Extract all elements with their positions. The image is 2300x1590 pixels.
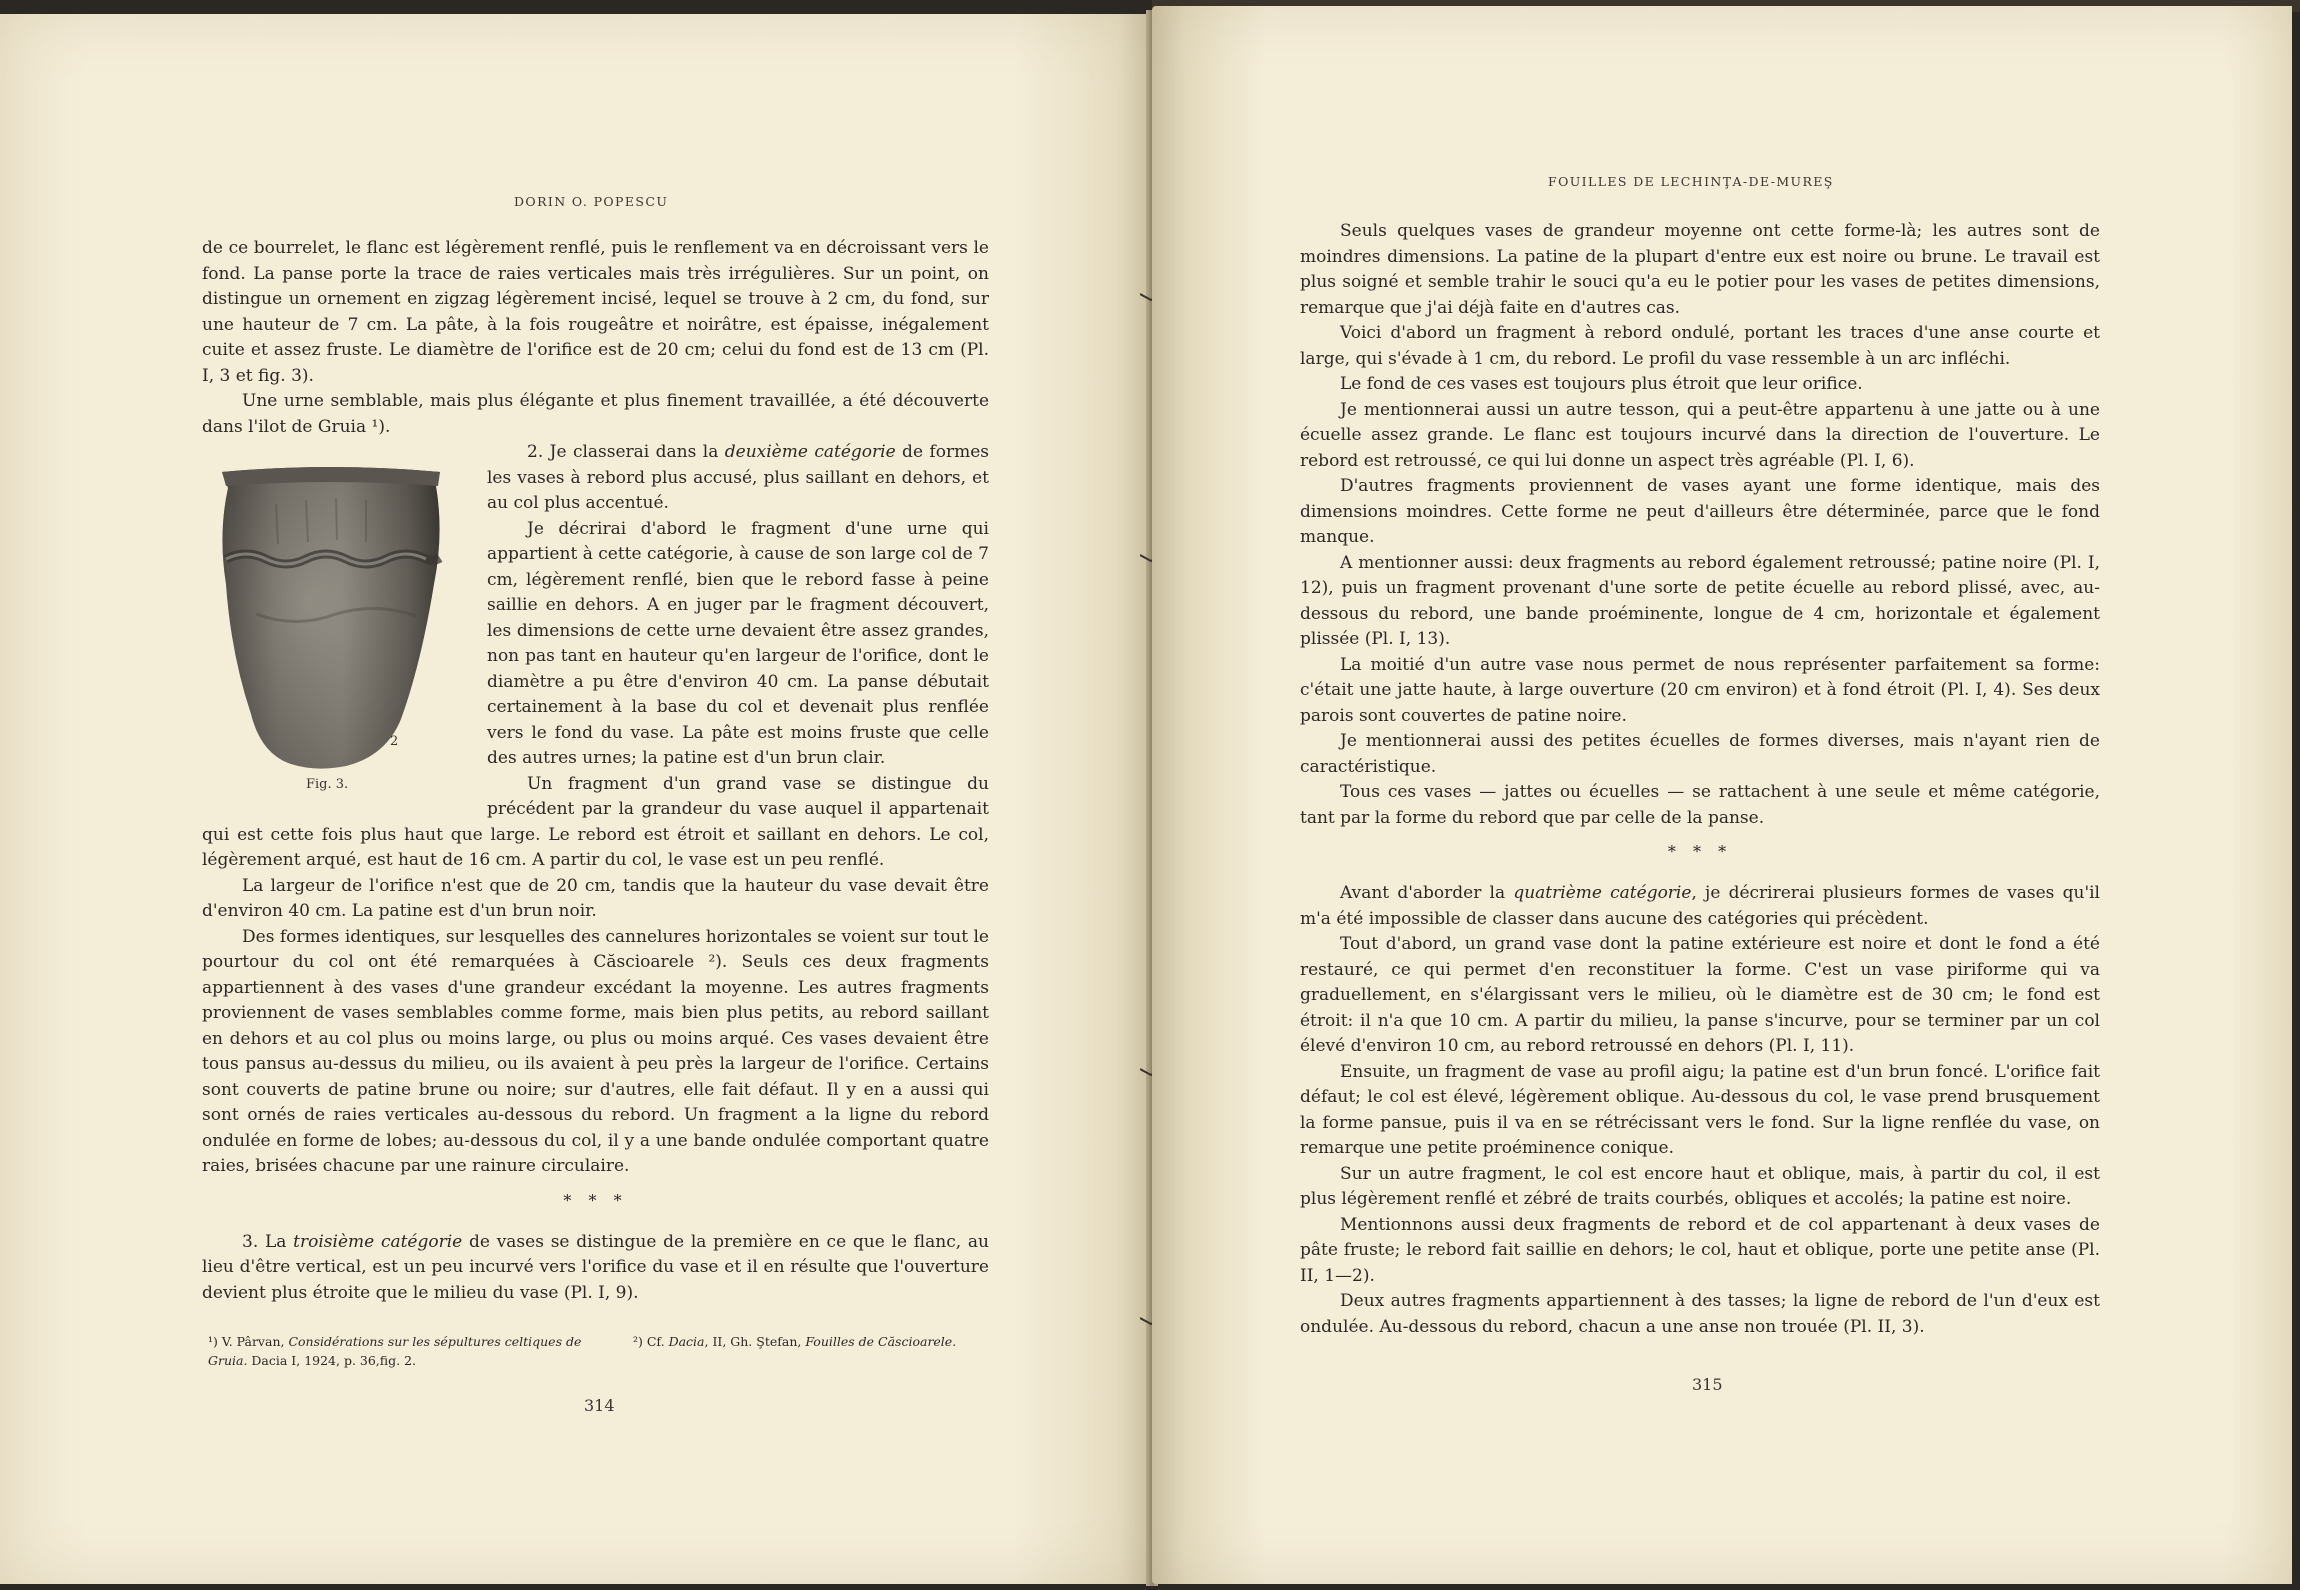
paragraph: La largeur de l'orifice n'est que de 20 cm, tandis que la hauteur du vase devait être d'environ 40 cm. La patine est d'un brun noir. (202, 875, 989, 921)
footnote-1: ¹) V. Pârvan, Considérations sur les sépultures celtiques de Gruia. Dacia I, 1924, p. 36,fig. 2. (208, 1334, 582, 1368)
page-number-right: 315 (1692, 1375, 1723, 1394)
footnotes (208, 1332, 998, 1372)
paragraph: Tout d'abord, un grand vase dont la patine extérieure est noire et dont le fond a été restauré, ce qui permet d'en reconstituer la forme. C'est un vase piriforme qui va graduellement, en s'élargissant vers le milieu, où le diamètre est de 30 cm; le fond est étroit: il n'a que 10 cm. A partir du milieu, la panse s'incurve, pour se terminer par un col élevé d'environ 10 cm, au rebord retroussé en dehors (Pl. I, 11). (1300, 934, 2100, 1056)
paragraph: Sur un autre fragment, le col est encore haut et oblique, mais, à partir du col, il est plus légèrement renflé et zébré de traits courbés, obliques et accolés; la patine est noire. (1300, 1163, 2100, 1209)
paragraph-category-4: Avant d'aborder la quatrième catégorie, je décrirerai plusieurs formes de vases qu'il m'a été impossible de classer dans aucune des catégories qui précèdent. (1300, 883, 2100, 929)
paragraph: Seuls quelques vases de grandeur moyenne ont cette forme-là; les autres sont de moindres dimensions. La patine de la plupart d'entre eux est noire ou brune. Le travail est plus soigné et semble trahir le souci qu'a eu le potier pour les vases de petites dimensions, remarque que j'ai déjà faite en d'autres cas. (1300, 221, 2100, 318)
urn-image (216, 464, 446, 774)
figure-mark: 2 (390, 734, 399, 749)
figure-caption: Fig. 3. (306, 777, 349, 792)
left-page (0, 14, 1152, 1584)
paragraph: Une urne semblable, mais plus élégante et plus finement travaillée, a été découverte dans l'ilot de Gruia ¹). (202, 391, 989, 437)
paragraph-category-2: 2. Je classerai dans la deuxième catégorie de formes les vases à rebord plus accusé, plus saillant en dehors, et au col plus accentué. (487, 442, 989, 513)
running-head-left: DORIN O. POPESCU (514, 194, 669, 209)
paragraph: Tous ces vases — jattes ou écuelles — se rattachent à une seule et même catégorie, tant par la forme du rebord que par celle de la panse. (1300, 782, 2100, 828)
paragraph: La moitié d'un autre vase nous permet de nous représenter parfaitement sa forme: c'était une jatte haute, à large ouverture (20 cm environ) et à fond étroit (Pl. I, 4). Ses deux parois sont couvertes de patine noire. (1300, 654, 2100, 726)
paragraph: Voici d'abord un fragment à rebord ondulé, portant les traces d'une anse courte et large, qui s'évade à 1 cm, du rebord. Le profil du vase ressemble à un arc infléchi. (1300, 323, 2100, 369)
paragraph: de ce bourrelet, le flanc est légèrement renflé, puis le renflement va en décroissant vers le fond. La panse porte la trace de raies verticales mais très irrégulières. Sur un point, on distingue un ornement en zigzag légèrement incisé, lequel se trouve à 2 cm, du fond, sur une hauteur de 7 cm. La pâte, à la fois rougeâtre et noirâtre, est épaisse, inégalement cuite et assez fruste. Le diamètre de l'orifice est de 20 cm; celui du fond est de 13 cm (Pl. I, 3 et fig. 3). (202, 238, 989, 386)
paragraph: A mentionner aussi: deux fragments au rebord également retroussé; patine noire (Pl. I, 12), puis un fragment provenant d'une sorte de petite écuelle au rebord plissé, avec, au-dessous du rebord, une bande proéminente, longue de 4 cm, horizontale et également plissée (Pl. I, 13). (1300, 552, 2100, 649)
paragraph: Mentionnons aussi deux fragments de rebord et de col appartenant à deux vases de pâte fruste; le rebord fait saillie en dehors; le col, haut et oblique, porte une petite anse (Pl. II, 1—2). (1300, 1214, 2100, 1286)
footnote-2: ²) Cf. Dacia, II, Gh. Ştefan, Fouilles de Căscioarele. (633, 1334, 957, 1349)
running-head-right: FOUILLES DE LECHINŢA-DE-MUREŞ (1548, 174, 1834, 189)
paragraph: Je mentionnerai aussi des petites écuelles de formes diverses, mais n'ayant rien de caractéristique. (1300, 731, 2100, 777)
urn-figure (216, 464, 446, 774)
paragraph: Je mentionnerai aussi un autre tesson, qui a peut-être appartenu à une jatte ou à une écuelle assez grande. Le flanc est toujours incurvé dans la direction de l'ouverture. Le rebord est retroussé, ce qui lui donne un aspect très agréable (Pl. I, 6). (1300, 399, 2100, 471)
asterism-separator: * * * (563, 1190, 628, 1210)
paragraph: Un fragment d'un grand vase se distingue du précédent par la grandeur du vase auquel il appartenait qui est cette fois plus haut que large. Le rebord est étroit et saillant en dehors. Le col, légèrement arqué, est haut de 16 cm. A partir du col, le vase est un peu renflé. (202, 773, 989, 870)
paragraph-category-3: 3. La troisième catégorie de vases se distingue de la première en ce que le flanc, au lieu d'être vertical, est un peu incurvé vers l'orifice du vase et il en résulte que l'ouverture devient plus étroite que le milieu du vase (Pl. I, 9). (202, 1231, 989, 1303)
paragraph: D'autres fragments proviennent de vases ayant une forme identique, mais des dimensions moindres. Cette forme ne peut d'ailleurs être déterminée, parce que le fond manque. (1300, 476, 2100, 547)
asterism-separator: * * * (1667, 842, 1733, 861)
paragraph: Le fond de ces vases est toujours plus étroit que leur orifice. (1340, 374, 1863, 394)
paragraph: Ensuite, un fragment de vase au profil aigu; la patine est d'un brun foncé. L'orifice fait défaut; le col est élevé, légèrement oblique. Au-dessous du col, le vase prend brusquement la forme pansue, puis il va en se rétrécissant vers le fond. Sur la ligne renflée du vase, on remarque une petite proéminence conique. (1300, 1061, 2100, 1158)
paragraph: Je décrirai d'abord le fragment d'une urne qui appartient à cette catégorie, à cause de son large col de 7 cm, légèrement renflé, bien que le rebord fasse à peine saillie en dehors. A en juger par le fragment découvert, les dimensions de cette urne devaient être assez grandes, non pas tant en hauteur qu'en largeur de l'orifice, dont le diamètre a pu être d'environ 40 cm. La panse débutait certainement à la base du col et devenait plus renflée vers le fond du vase. La pâte est moins fruste que celle des autres urnes; la patine est d'un brun clair. (487, 518, 989, 768)
page-number-left: 314 (584, 1396, 615, 1415)
paragraph: Des formes identiques, sur lesquelles des cannelures horizontales se voient sur tout le pourtour du col ont été remarquées à Căscioarele ²). Seuls ces deux fragments appartiennent à des vases d'une grandeur excédant la moyenne. Les autres fragments proviennent de vases semblables comme forme, mais bien plus petits, au rebord saillant en dehors et au col plus ou moins large, ou plus ou moins arqué. Ces vases devaient être tous pansus au-dessus du milieu, ou ils avaient à peu près la largeur de l'orifice. Certains sont couverts de patine brune ou noire; sur d'autres, elle fait défaut. Il y en a aussi qui sont ornés de raies verticales au-dessous du rebord. Un fragment a la ligne du rebord ondulée en forme de lobes; au-dessous du col, il y a une bande ondulée comportant quatre raies, brisées chacune par une rainure circulaire. (202, 926, 989, 1176)
paragraph: Deux autres fragments appartiennent à des tasses; la ligne de rebord de l'un d'eux est ondulée. Au-dessous du rebord, chacun a une anse non trouée (Pl. II, 3). (1300, 1291, 2100, 1337)
right-page (1152, 6, 2292, 1584)
right-body-text (1300, 219, 2100, 1340)
